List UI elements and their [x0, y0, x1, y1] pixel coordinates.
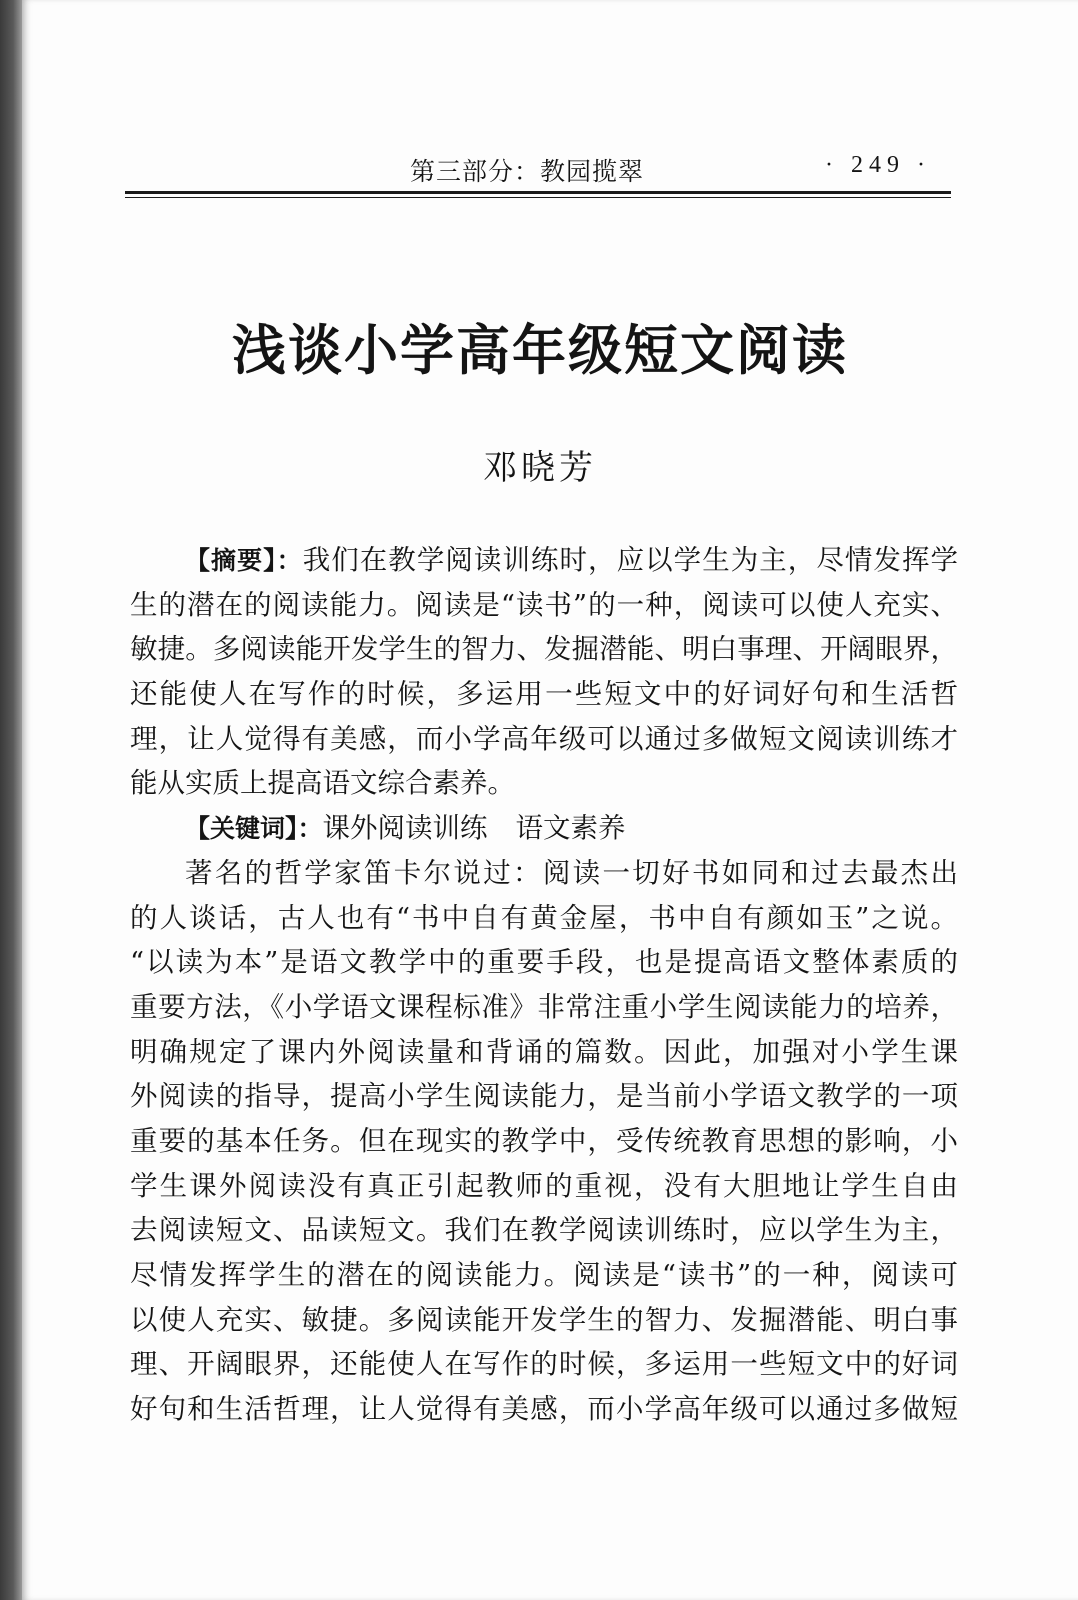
keywords-label: 【关键词】： [185, 814, 323, 844]
abstract-line: 【摘要】：我们在教学阅读训练时，应以学生为主，尽情发挥学 [185, 544, 958, 576]
body-line: 尽情发挥学生的潜在的阅读能力。阅读是“读书”的一种，阅读可 [130, 1259, 958, 1291]
keywords-line [130, 806, 958, 851]
article-author: 邓晓芳 [483, 448, 597, 488]
body-line: 明确规定了课内外阅读量和背诵的篇数。因此，加强对小学生课 [130, 1035, 958, 1068]
body-line: 的人谈话，古人也有“书中自有黄金屋，书中自有颜如玉”之说。 [130, 901, 958, 934]
body-line: 以使人充实、敏捷。多阅读能开发学生的智力、发掘潜能、明白事 [130, 1303, 958, 1336]
abstract-line: 生的潜在的阅读能力。阅读是“读书”的一种，阅读可以使人充实、 [130, 588, 958, 621]
header-page-number: · 249 · [825, 152, 931, 178]
keyword: 语文素养 [515, 812, 626, 845]
body-line: “以读为本”是语文教学中的重要手段，也是提高语文整体素质的 [130, 946, 958, 979]
body-line: 学生课外阅读没有真正引起教师的重视，没有大胆地让学生自由 [130, 1169, 958, 1202]
article-body [130, 538, 958, 1432]
running-header [125, 152, 951, 192]
abstract-line: 能从实质上提高语文综合素养。 [130, 767, 515, 800]
abstract-line: 敏捷。多阅读能开发学生的智力、发掘潜能、明白事理、开阔眼界， [130, 633, 958, 666]
keyword: 课外阅读训练 [322, 812, 488, 845]
abstract-label: 【摘要】： [185, 546, 303, 575]
body-line: 著名的哲学家笛卡尔说过：阅读一切好书如同和过去最杰出 [185, 856, 958, 889]
header-rule-thin [125, 197, 951, 198]
body-line: 理、开阔眼界，还能使人在写作的时候，多运用一些短文中的好词 [130, 1348, 958, 1381]
body-line: 去阅读短文、品读短文。我们在教学阅读训练时，应以学生为主， [130, 1214, 958, 1247]
body-line: 重要方法，《小学语文课程标准》非常注重小学生阅读能力的培养， [130, 990, 958, 1023]
body-line: 外阅读的指导，提高小学生阅读能力，是当前小学语文教学的一项 [130, 1080, 958, 1113]
abstract-line: 还能使人在写作的时候，多运用一些短文中的好词好句和生活哲 [130, 678, 958, 711]
body-line: 好句和生活哲理，让人觉得有美感，而小学高年级可以通过多做短 [130, 1393, 958, 1426]
body-line: 重要的基本任务。但在现实的教学中，受传统教育思想的影响，小 [130, 1124, 958, 1157]
header-rule-thick [125, 191, 951, 194]
article-title: 浅谈小学高年级短文阅读 [232, 318, 848, 382]
abstract-line: 理，让人觉得有美感，而小学高年级可以通过多做短文阅读训练才 [130, 722, 958, 755]
header-section-name: 第三部分：教园揽翠 [410, 157, 645, 186]
scan-binding-edge [0, 0, 22, 1600]
